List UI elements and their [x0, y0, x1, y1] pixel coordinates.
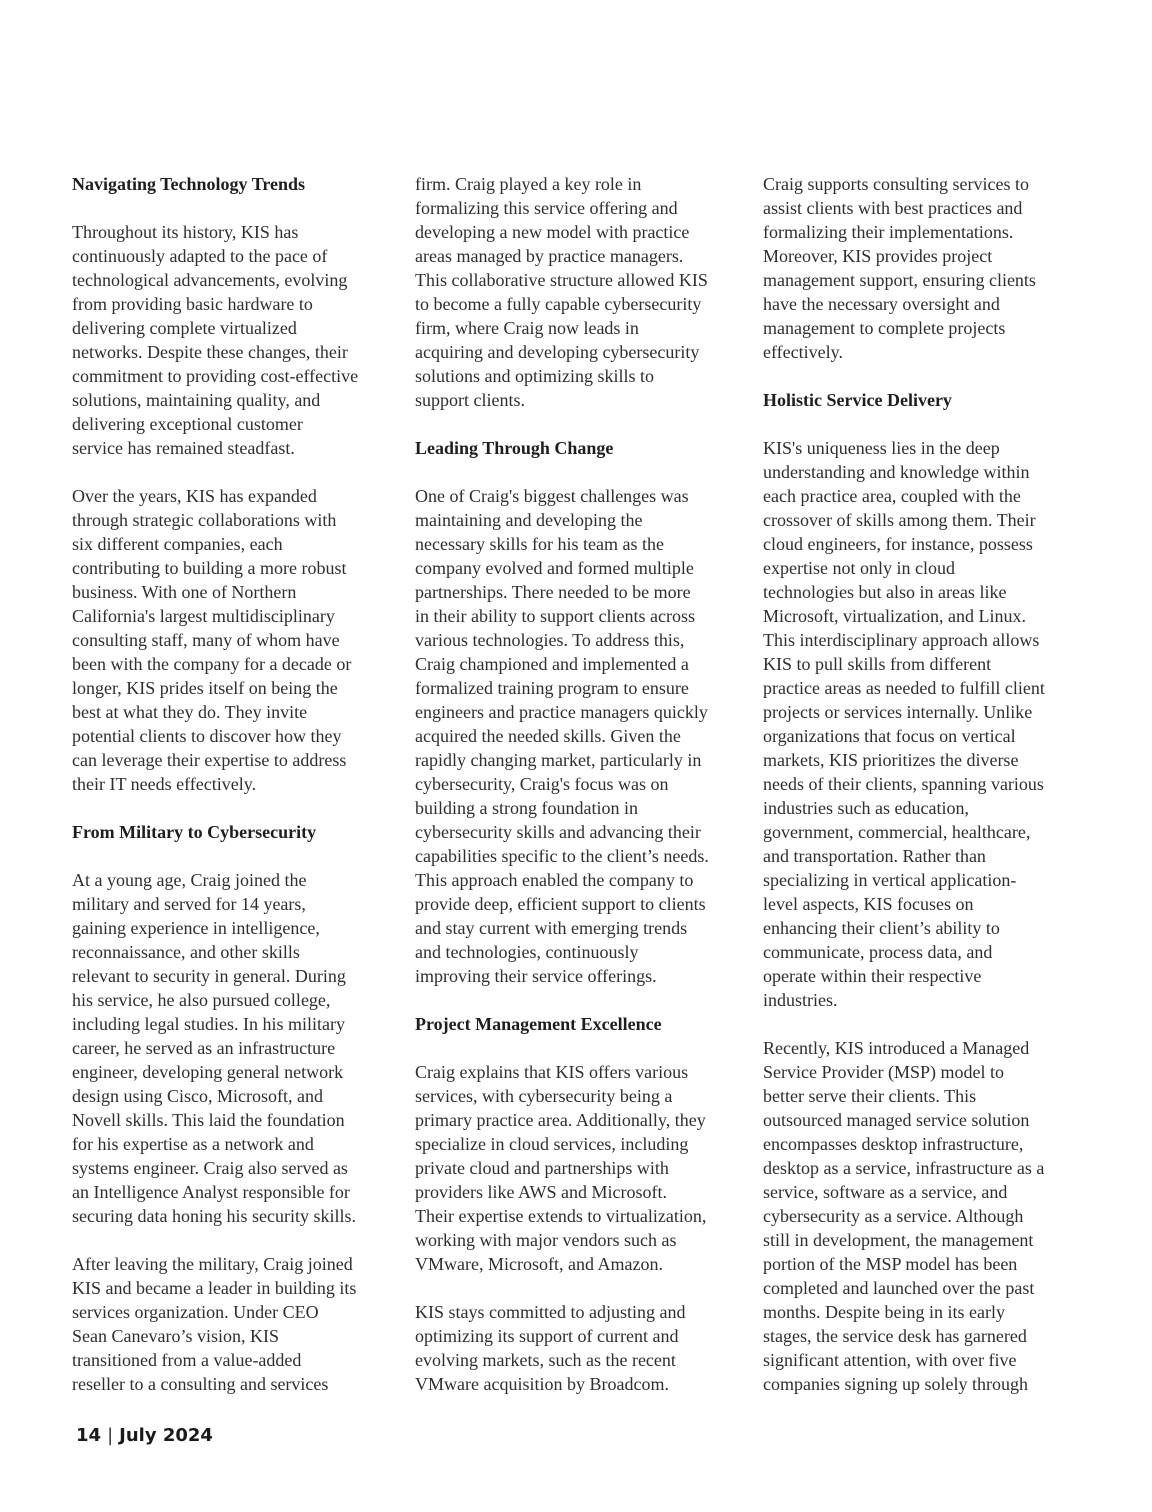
- paragraph: KIS stays committed to adjusting and optimizing its support of current and evolving markets, such as the recent VMware acquisition by Broadcom.: [415, 1302, 686, 1394]
- paragraph: KIS's uniqueness lies in the deep understanding and knowledge within each practice area, coupled with the crossover of skills among them. Their cloud engineers, for instance, possess expertise not only in cloud technologies but also in areas like Microsoft, virtualization, and Linux. This interdisciplinary approach allows KIS to pull skills from different practice areas as needed to fulfill client projects or services internally. Unlike organizations that focus on vertical markets, KIS prioritizes the diverse needs of their clients, spanning various industries such as education, government, commercial, healthcare, and transportation. Rather than specializing in vertical application- level aspects, KIS focuses on enhancing their client’s ability to communicate, process data, and operate within their respective industries.: [763, 438, 1045, 1010]
- article-column-2: [415, 172, 750, 1396]
- paragraph: Over the years, KIS has expanded through strategic collaborations with six different companies, each contributing to building a more robust business. With one of Northern California's largest multidisciplinary consulting staff, many of whom have been with the company for a decade or longer, KIS prides itself on being the best at what they do. They invite potential clients to discover how they can leverage their expertise to address their IT needs effectively.: [72, 486, 352, 794]
- footer-separator: |: [107, 1425, 114, 1446]
- paragraph: One of Craig's biggest challenges was maintaining and developing the necessary skills for his team as the company evolved and formed multiple partnerships. There needed to be more in their ability to support clients across various technologies. To address this, Craig championed and implemented a formalized training program to ensure engineers and practice managers quickly acquired the needed skills. Given the rapidly changing market, particularly in cybersecurity, Craig's focus was on building a strong foundation in cybersecurity skills and advancing their capabilities specific to the client’s needs. This approach enabled the company to provide deep, efficient support to clients and stay current with emerging trends and technologies, continuously improving their service offerings.: [415, 486, 709, 986]
- paragraph: Throughout its history, KIS has continuously adapted to the pace of technological advancements, evolving from providing basic hardware to delivering complete virtualized networks. Despite these changes, their commitment to providing cost-effective solutions, maintaining quality, and delivering exceptional customer service has remained steadfast.: [72, 222, 359, 458]
- paragraph: firm. Craig played a key role in formalizing this service offering and developing a new model with practice areas managed by practice managers. This collaborative structure allowed KIS to become a fully capable cybersecurity firm, where Craig now leads in acquiring and developing cybersecurity solutions and optimizing skills to support clients.: [415, 174, 708, 410]
- section-heading-navigating-technology-trends: Navigating Technology Trends: [72, 174, 306, 194]
- page-number: 14: [76, 1425, 102, 1446]
- section-heading-leading-through-change: Leading Through Change: [415, 438, 614, 458]
- paragraph: After leaving the military, Craig joined KIS and became a leader in building its services organization. Under CEO Sean Canevaro’s vision, KIS transitioned from a value-added reseller to a consulting and services: [72, 1254, 357, 1394]
- paragraph: Craig supports consulting services to assist clients with best practices and formalizing their implementations. Moreover, KIS provides project management support, ensuring clients have the necessary oversight and management to complete projects effectively.: [763, 174, 1036, 362]
- paragraph: Craig explains that KIS offers various services, with cybersecurity being a primary practice area. Additionally, they specialize in cloud services, including private cloud and partnerships with providers like AWS and Microsoft. Their expertise extends to virtualization, working with major vendors such as VMware, Microsoft, and Amazon.: [415, 1062, 707, 1274]
- article-column-1: [72, 172, 397, 1396]
- issue-date: July 2024: [119, 1425, 213, 1446]
- section-heading-project-management-excellence: Project Management Excellence: [415, 1014, 662, 1034]
- section-heading-from-military-to-cybersecurity: From Military to Cybersecurity: [72, 822, 317, 842]
- paragraph: At a young age, Craig joined the military and served for 14 years, gaining experience in intelligence, reconnaissance, and other skills relevant to security in general. During his service, he also pursued college, including legal studies. In his military career, he served as an infrastructure engineer, developing general network design using Cisco, Microsoft, and Novell skills. This laid the foundation for his expertise as a network and systems engineer. Craig also served as an Intelligence Analyst responsible for securing data honing his security skills.: [72, 870, 356, 1226]
- article-column-3: [763, 172, 1088, 1396]
- page-footer: [76, 1424, 213, 1448]
- paragraph: Recently, KIS introduced a Managed Service Provider (MSP) model to better serve their clients. This outsourced managed service solution encompasses desktop infrastructure, desktop as a service, infrastructure as a service, software as a service, and cybersecurity as a service. Although still in development, the management portion of the MSP model has been completed and launched over the past months. Despite being in its early stages, the service desk has garnered significant attention, with over five companies signing up solely through: [763, 1038, 1045, 1394]
- section-heading-holistic-service-delivery: Holistic Service Delivery: [763, 390, 952, 410]
